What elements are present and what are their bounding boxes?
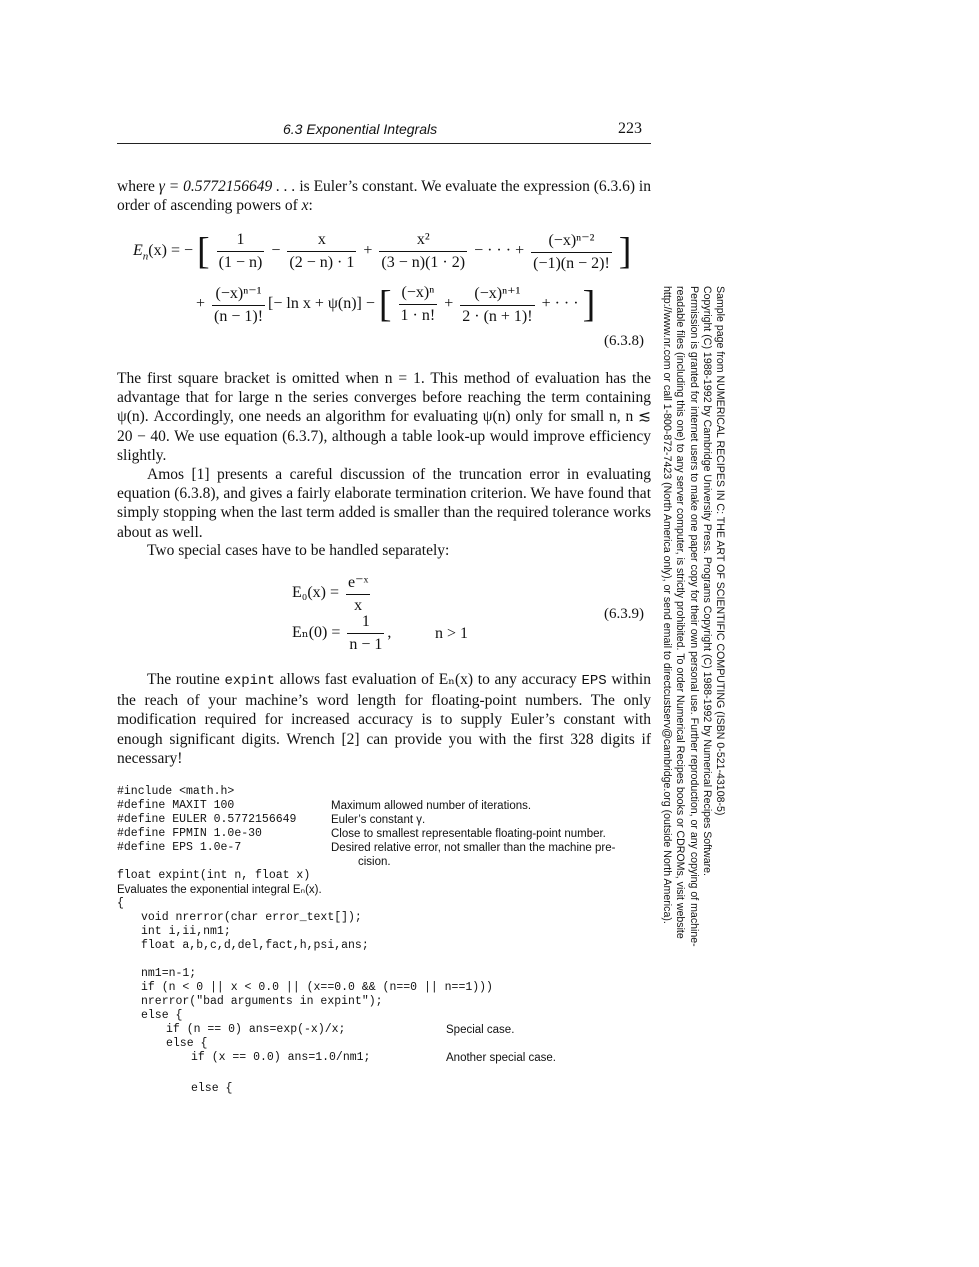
- equation-condition: n > 1: [435, 625, 469, 642]
- copyright-line: Permission is granted for internet users to make one paper copy for their own personal use. Further reproduction, or any copying of machine-: [687, 286, 700, 947]
- fraction-term-6: $\frac{\text{(−x)ⁿ}}{1 \cdot n!}$: [400, 284, 436, 324]
- code-line: #define FPMIN 1.0e-30: [117, 827, 262, 840]
- equation-number-6-3-9: (6.3.9): [604, 606, 644, 622]
- code-line: else {: [166, 1037, 208, 1050]
- fraction-e0: $\frac{\text{e⁻ˣ}}{x}$: [348, 574, 369, 614]
- copyright-text-block: [660, 286, 726, 947]
- code-comment: Euler’s constant γ.: [331, 814, 426, 826]
- equation-6-3-8-line-1: $E_n(x)$ = − [ $\frac{1}{(1 - n)}$ − $\frac{x}{(2 - n) \cdot 1}$ + $\frac{\text{x²}}{(3 - n)(1 \cdot 2)}$ − · · · + $\frac{\text{(−x)ⁿ⁻²}}{(-1)(n - 2)!}$ ]: [133, 230, 632, 273]
- code-comment: Desired relative error, not smaller than the machine pre-: [331, 842, 616, 854]
- code-line: if (x == 0.0) ans=1.0/nm1;: [191, 1051, 371, 1064]
- right-bracket: ]: [618, 230, 632, 273]
- copyright-line: Sample page from NUMERICAL RECIPES IN C: THE ART OF SCIENTIFIC COMPUTING (ISBN 0-521-43108-5): [714, 286, 726, 816]
- code-comment: Another special case.: [446, 1052, 556, 1064]
- code-line: nrerror("bad arguments in expint");: [141, 995, 383, 1008]
- equation-number-6-3-8: (6.3.8): [604, 333, 644, 349]
- equation-6-3-9-line-2: Eₙ(0) = $\frac{1}{n - 1}$ ,: [292, 613, 392, 653]
- paragraph-special-cases: Two special cases have to be handled separately:: [147, 542, 450, 559]
- equation-6-3-9-line-1: E₀(x) = $\frac{\text{e⁻ˣ}}{x}$: [292, 574, 369, 614]
- fraction-term-2: $\frac{x}{(2 - n) \cdot 1}$: [289, 231, 355, 271]
- code-line: if (n == 0) ans=exp(-x)/x;: [166, 1023, 346, 1036]
- paragraph-routine: The routine expint allows fast evaluation of Eₙ(x) to any accuracy EPS within the reach of your machine’s word length for floating-point numbers. The only modification required for increased accuracy is to supply Euler’s constant with enough significant digits. Wrench [2] can provide you with the first 328 digits if necessary!: [117, 671, 651, 767]
- code-line-function-signature: float expint(int n, float x): [117, 869, 311, 882]
- copyright-line: readable files (including this one) to any server computer, is strictly prohibited. To order Numerical Recipes books or CDROMs, visit website: [674, 286, 687, 939]
- code-line: nm1=n-1;: [141, 967, 197, 980]
- paragraph-euler-constant: where γ = 0.5772156649 . . . is Euler’s constant. We evaluate the expression (6.3.6) in order of ascending powers of x:: [117, 178, 651, 215]
- equation-6-3-8-line-2: + $\frac{\text{(−x)ⁿ⁻¹}}{(n - 1)!}$ [− ln x + ψ(n)] − [ $\frac{\text{(−x)ⁿ}}{1 \cdot n!}$ + $\frac{\text{(−x)ⁿ⁺¹}}{2 \cdot (n + 1)!}$ + · · · ]: [196, 283, 596, 326]
- code-comment: Close to smallest representable floating-point number.: [331, 828, 606, 840]
- page-header: [117, 121, 651, 144]
- copyright-line: http://www.nr.com or call 1-800-872-7423 (North America only), or send email to directcustserv@cambridge.org (outside North America).: [661, 286, 674, 924]
- code-line: int i,ii,nm1;: [141, 925, 231, 938]
- fraction-term-3: $\frac{\text{x²}}{(3 - n)(1 \cdot 2)}$: [381, 231, 466, 271]
- copyright-line: Copyright (C) 1988-1992 by Cambridge University Press. Programs Copyright (C) 1988-1992 by Numerical Recipes Software.: [700, 286, 713, 876]
- inline-code-eps: EPS: [581, 673, 607, 689]
- code-comment: cision.: [358, 856, 391, 868]
- left-bracket: [: [196, 230, 210, 273]
- paragraph-amos: Amos [1] presents a careful discussion of the truncation error in evaluating equation (6.3.8), and gives a fairly elaborate termination criterion. We have found that simply stopping when the last term added is smaller than the required tolerance works about as well.: [117, 466, 651, 541]
- copyright-sidebar: [661, 286, 730, 947]
- code-description: Evaluates the exponential integral Eₙ(x).: [117, 884, 322, 896]
- inline-code-expint: expint: [224, 673, 275, 689]
- code-line: else {: [141, 1009, 183, 1022]
- page-number: 223: [618, 120, 642, 137]
- code-line: {: [117, 897, 124, 910]
- gamma-value: γ = 0.5772156649 . . .: [158, 178, 296, 195]
- code-line: #define EULER 0.5772156649: [117, 813, 297, 826]
- code-line: #define EPS 1.0e-7: [117, 841, 242, 854]
- fraction-term-7: $\frac{\text{(−x)ⁿ⁺¹}}{2 \cdot (n + 1)!}$: [462, 285, 533, 325]
- fraction-term-5: $\frac{\text{(−x)ⁿ⁻¹}}{(n - 1)!}$: [214, 285, 264, 325]
- code-line: float a,b,c,d,del,fact,h,psi,ans;: [141, 939, 369, 952]
- code-line: void nrerror(char error_text[]);: [141, 911, 362, 924]
- running-title: 6.3 Exponential Integrals: [283, 121, 438, 137]
- code-line: if (n < 0 || x < 0.0 || (x==0.0 && (n==0 || n==1))): [141, 981, 493, 994]
- fraction-term-1: $\frac{1}{(1 - n)}$: [218, 231, 263, 271]
- code-line: #define MAXIT 100: [117, 799, 235, 812]
- code-line: else {: [191, 1082, 233, 1095]
- code-comment: Special case.: [446, 1024, 515, 1036]
- paragraph-first-bracket: The first square bracket is omitted when n = 1. This method of evaluation has the advantage that for large n the series converges before reaching the term containing ψ(n). Accordingly, one needs an algorithm for evaluating ψ(n) only for small n, n ≲ 20 − 40. We use equation (6.3.7), although a table look-up would improve efficiency slightly.: [117, 370, 651, 464]
- code-line: #include <math.h>: [117, 785, 235, 798]
- fraction-term-4: $\frac{\text{(−x)ⁿ⁻²}}{(-1)(n - 2)!}$: [533, 232, 610, 272]
- fraction-en0: $\frac{1}{n - 1}$: [349, 613, 383, 653]
- code-comment: Maximum allowed number of iterations.: [331, 800, 532, 812]
